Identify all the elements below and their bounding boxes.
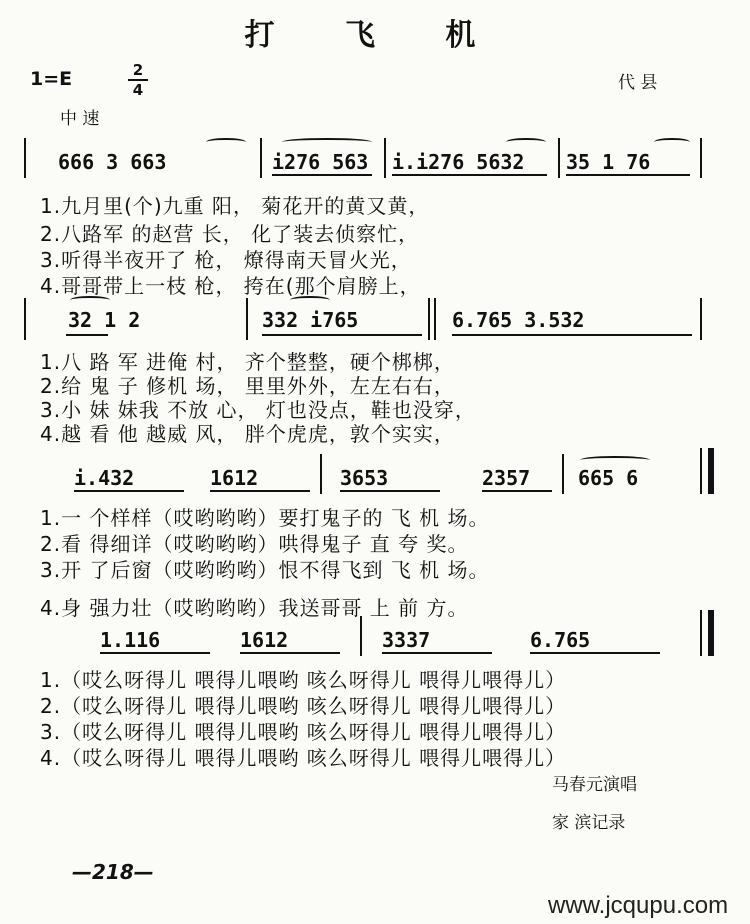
slur [282, 138, 372, 146]
measure: 3337 [382, 628, 431, 652]
barline [434, 298, 436, 340]
measure: 6.765 [530, 628, 591, 652]
measure: 1.116 [100, 628, 161, 652]
lyric-line: 1.八 路 军 进俺 村， 齐个整整，硬个梆梆， [40, 350, 455, 374]
measure: 3653 [340, 466, 389, 490]
measure: 35 1 76 [566, 150, 651, 174]
underline-beam [210, 490, 310, 492]
measure: 665 6 [578, 466, 639, 490]
barline [24, 298, 26, 340]
underline-beam [530, 652, 660, 654]
slur [206, 138, 246, 146]
measure: i.i276 5632 [392, 150, 525, 174]
measure: i.432 [74, 466, 135, 490]
measure: 666 3 663 [58, 150, 167, 174]
lyric-line: 4.（哎么呀得儿 喂得儿喂哟 咳么呀得儿 喂得儿喂得儿） [40, 746, 567, 770]
lyric-line: 4.哥哥带上一枝 枪， 挎在(那个肩膀上， [40, 274, 421, 298]
barline [562, 454, 564, 494]
underline-beam [100, 652, 210, 654]
slur [580, 456, 650, 464]
underline-beam [262, 334, 422, 336]
watermark: www.jcqupu.com [548, 892, 729, 919]
lyric-line: 2.给 鬼 子 修机 场， 里里外外，左左右右， [40, 374, 455, 398]
underline-beam [452, 334, 692, 336]
lyric-line: 4.身 强力壮（哎哟哟哟）我送哥哥 上 前 方。 [40, 596, 469, 620]
lyric-line: 3.听得半夜开了 枪， 燎得南天冒火光， [40, 248, 412, 272]
barline [320, 454, 322, 494]
measure: i276 563 [272, 150, 369, 174]
time-signature [128, 62, 148, 98]
underline-beam [482, 490, 552, 492]
lyric-line: 3.（哎么呀得儿 喂得儿喂哟 咳么呀得儿 喂得儿喂得儿） [40, 720, 567, 744]
lyric-line: 3.开 了后窗（哎哟哟哟）恨不得飞到 飞 机 场。 [40, 558, 490, 582]
underline-beam [66, 334, 108, 336]
page-number: —218— [72, 860, 154, 884]
singer-credit: 马春元演唱 [552, 775, 637, 795]
barline [700, 298, 702, 340]
underline-beam [272, 174, 372, 176]
lyric-line: 2.（哎么呀得儿 喂得儿喂哟 咳么呀得儿 喂得儿喂得儿） [40, 694, 567, 718]
lyric-line: 1.九月里(个)九重 阳， 菊花开的黄又黄， [40, 194, 430, 218]
underline-beam [74, 490, 184, 492]
barline [360, 616, 362, 656]
barline [700, 138, 702, 178]
final-barline [708, 448, 714, 494]
barline [24, 138, 26, 178]
barline [384, 138, 386, 178]
lyric-line: 3.小 妹 妹我 不放 心， 灯也没点，鞋也没穿， [40, 398, 476, 422]
barline [428, 298, 430, 340]
underline-beam [382, 652, 492, 654]
page-title: 打 飞 机 [244, 18, 506, 53]
lyric-line: 1.一 个样样（哎哟哟哟）要打鬼子的 飞 机 场。 [40, 506, 490, 530]
final-barline [708, 610, 714, 656]
tempo-label: 中 速 [60, 109, 100, 129]
underline-beam [340, 490, 440, 492]
underline-beam [566, 174, 690, 176]
barline [260, 138, 262, 178]
underline-beam [392, 174, 547, 176]
lyric-line: 4.越 看 他 越威 风， 胖个虎虎，敦个实实， [40, 422, 455, 446]
slur [70, 296, 110, 304]
slur [654, 138, 690, 146]
lyric-line: 2.看 得细详（哎哟哟哟）哄得鬼子 直 夸 奖。 [40, 532, 469, 556]
underline-beam [240, 652, 340, 654]
time-signature-bottom: 4 [132, 81, 144, 99]
lyric-line: 2.八路军 的赵营 长， 化了装去侦察忙， [40, 222, 420, 246]
key-signature: 1=E [30, 68, 73, 90]
region-label: 代 县 [618, 73, 658, 93]
slur [290, 296, 330, 304]
barline [700, 610, 702, 656]
barline [246, 298, 248, 340]
measure: 32 1 2 [68, 308, 141, 332]
measure: 332 i765 [262, 308, 359, 332]
measure: 2357 [482, 466, 531, 490]
measure: 1612 [210, 466, 259, 490]
time-signature-top: 2 [132, 61, 144, 79]
measure: 6.765 3.532 [452, 308, 585, 332]
measure: 1612 [240, 628, 289, 652]
barline [558, 138, 560, 178]
barline [700, 448, 702, 494]
lyric-line: 1.（哎么呀得儿 喂得儿喂哟 咳么呀得儿 喂得儿喂得儿） [40, 668, 567, 692]
recorder-credit: 家 滨记录 [552, 813, 626, 833]
slur [506, 138, 546, 146]
